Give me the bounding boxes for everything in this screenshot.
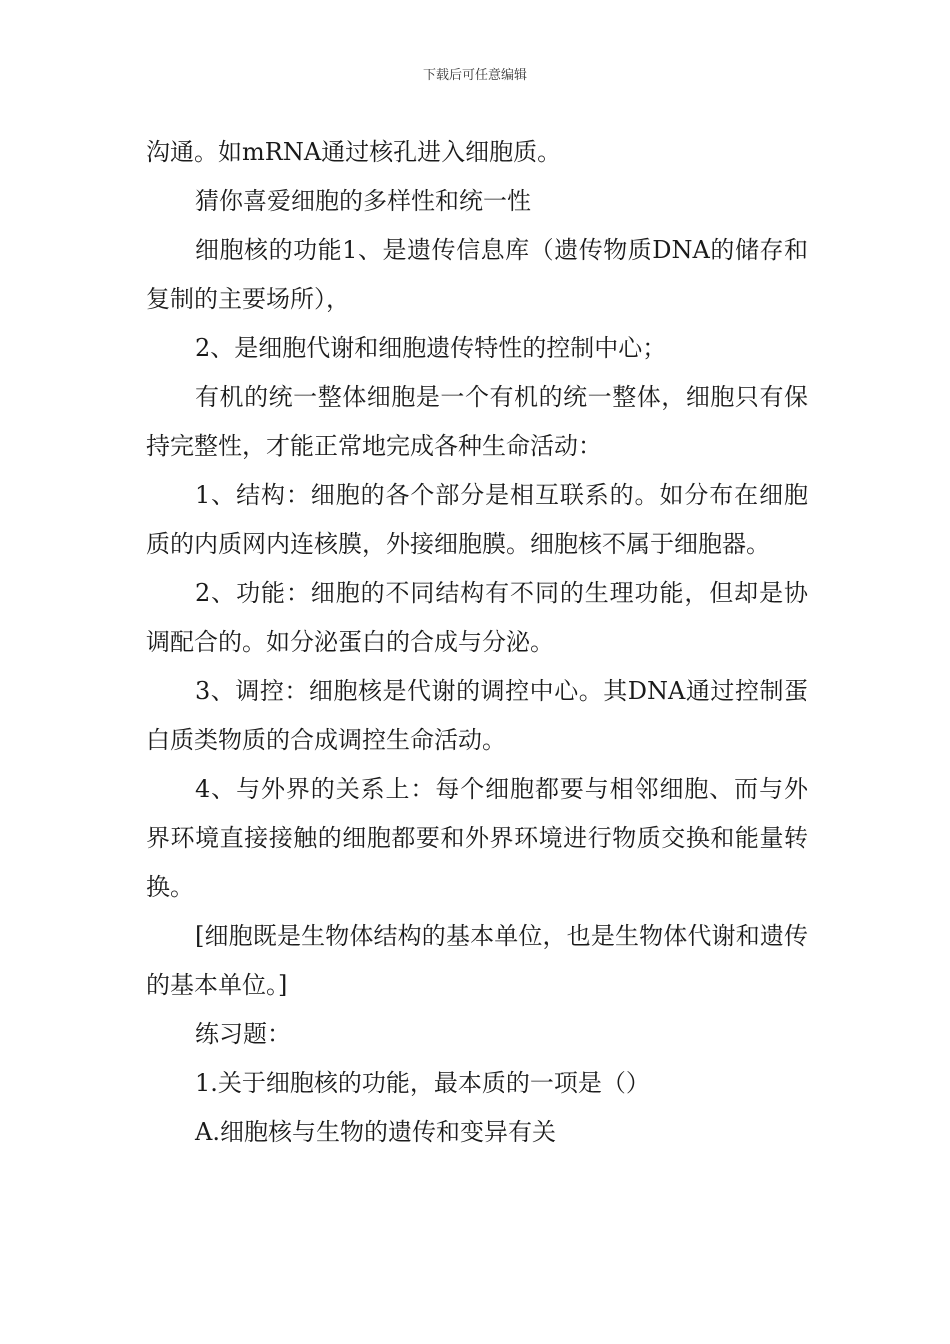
paragraph: 猜你喜爱细胞的多样性和统一性 <box>195 187 531 215</box>
answer-option: A.细胞核与生物的遗传和变异有关 <box>195 1118 556 1146</box>
page-header: 下载后可任意编辑 <box>422 68 527 83</box>
paragraph: 2、是细胞代谢和细胞遗传特性的控制中心； <box>195 334 667 362</box>
paragraph: 沟通。如mRNA通过核孔进入细胞质。 <box>146 138 562 166</box>
exercise-heading: 练习题： <box>195 1020 291 1048</box>
paragraph: 2、功能：细胞的不同结构有不同的生理功能，但却是协调配合的。如分泌蛋白的合成与分泌。 <box>146 579 808 656</box>
paragraph: 细胞核的功能1、是遗传信息库（遗传物质DNA的储存和复制的主要场所）， <box>146 236 808 313</box>
paragraph: 3、调控：细胞核是代谢的调控中心。其DNA通过控制蛋白质类物质的合成调控生命活动。 <box>146 677 808 754</box>
paragraph: 有机的统一整体细胞是一个有机的统一整体，细胞只有保持完整性，才能正常地完成各种生命活动： <box>146 383 808 460</box>
document-body <box>146 128 808 1157</box>
paragraph: [细胞既是生物体结构的基本单位，也是生物体代谢和遗传的基本单位。] <box>146 922 808 999</box>
question: 1.关于细胞核的功能，最本质的一项是（） <box>195 1069 650 1097</box>
paragraph: 4、与外界的关系上：每个细胞都要与相邻细胞、而与外界环境直接接触的细胞都要和外界环境进行物质交换和能量转换。 <box>146 775 808 901</box>
paragraph: 1、结构：细胞的各个部分是相互联系的。如分布在细胞质的内质网内连核膜，外接细胞膜。细胞核不属于细胞器。 <box>146 481 808 558</box>
